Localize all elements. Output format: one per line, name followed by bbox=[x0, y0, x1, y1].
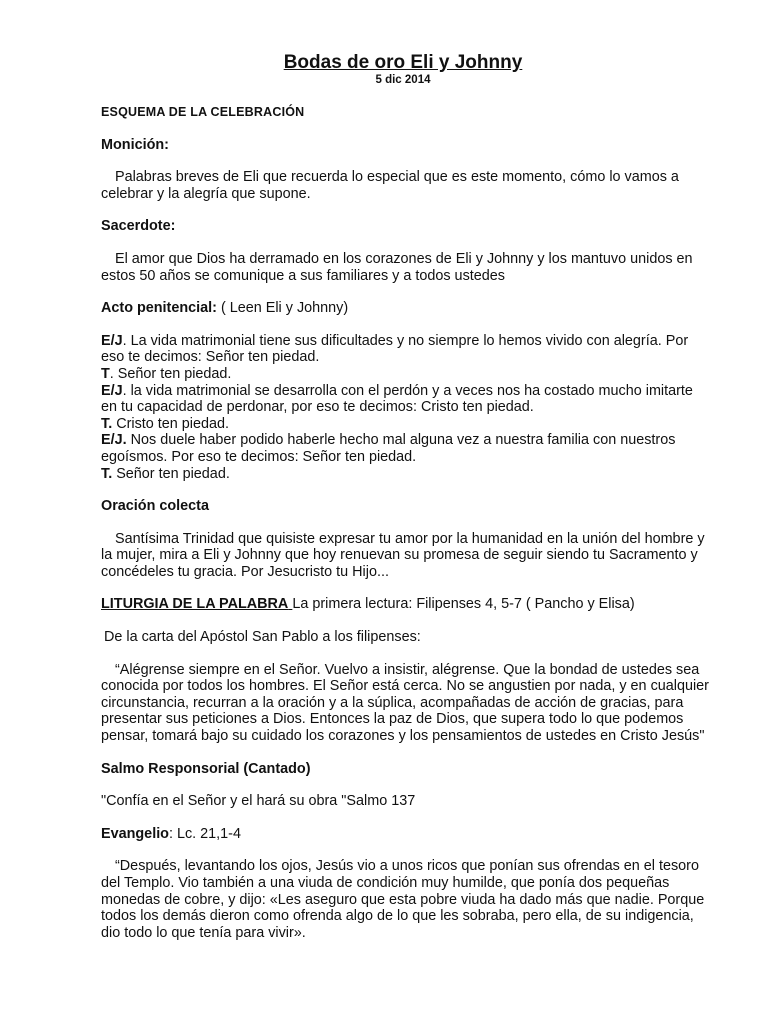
evangelio-line bbox=[101, 826, 711, 843]
document-date: 5 dic 2014 bbox=[375, 74, 431, 86]
acto-penitencial-note: ( Leen Eli y Johnny) bbox=[216, 300, 349, 317]
penitencial-line bbox=[101, 432, 711, 465]
penitencial-line bbox=[101, 383, 711, 416]
salmo-heading: Salmo Responsorial (Cantado) bbox=[101, 760, 311, 777]
penitencial-text: . la vida matrimonial se desarrolla con el perdón y a veces nos ha costado mucho imitarte en tu capacidad de perdonar, por eso te decimos: Cristo ten piedad. bbox=[101, 382, 693, 416]
oracion-colecta-heading: Oración colecta bbox=[101, 498, 209, 515]
evangelio-ref: : Lc. 21,1-4 bbox=[168, 825, 241, 842]
speaker-label: T. bbox=[101, 415, 113, 432]
reading-intro: De la carta del Apóstol San Pablo a los filipenses: bbox=[104, 629, 421, 646]
speaker-label: E/J. bbox=[101, 432, 127, 449]
penitencial-text: Cristo ten piedad. bbox=[112, 415, 229, 432]
evangelio-heading: Evangelio bbox=[101, 825, 169, 842]
penitencial-text: . Señor ten piedad. bbox=[109, 365, 232, 382]
document-body bbox=[101, 104, 711, 941]
penitencial-line bbox=[101, 366, 711, 383]
sacerdote-heading: Sacerdote: bbox=[101, 218, 176, 235]
penitencial-text: Nos duele haber podido haberle hecho mal alguna vez a nuestra familia con nuestros egoísmos. Por eso te decimos: Señor ten piedad. bbox=[101, 432, 676, 465]
monicion-text: Palabras breves de Eli que recuerda lo especial que es este momento, cómo lo vamos a celebrar y la alegría que supone. bbox=[101, 169, 679, 202]
acto-penitencial-line bbox=[101, 300, 711, 317]
penitencial-text: . La vida matrimonial tiene sus dificultades y no siempre lo hemos vivido con alegría. Por eso te decimos: Señor ten piedad. bbox=[101, 332, 689, 366]
liturgia-heading: LITURGIA DE LA PALABRA bbox=[101, 596, 289, 613]
title-block bbox=[0, 52, 768, 87]
speaker-label: T. bbox=[101, 465, 113, 482]
speaker-label: E/J bbox=[101, 382, 123, 399]
penitencial-line bbox=[101, 416, 711, 433]
speaker-label: T bbox=[101, 365, 110, 382]
penitencial-line bbox=[101, 466, 711, 483]
outline-title: ESQUEMA DE LA CELEBRACIÓN bbox=[101, 105, 305, 119]
reading-text: “Alégrense siempre en el Señor. Vuelvo a insistir, alégrense. Que la bondad de ustedes sea conocida por todos los hombres. El Señor está cerca. No se angustien por nada, y en cualquier circunstancia, recurran a la oración y a la súplica, acompañadas de acción de gracias, para presentar sus peticiones a Dios. Entonces la paz de Dios, que supera todo lo que podemos pensar, tomará bajo su cuidado los corazones y los pensamientos de ustedes en Cristo Jesús" bbox=[101, 661, 709, 745]
liturgia-reading-ref: La primera lectura: Filipenses 4, 5-7 ( Pancho y Elisa) bbox=[292, 596, 635, 613]
sacerdote-text: El amor que Dios ha derramado en los corazones de Eli y Johnny y los mantuvo unidos en estos 50 años se comunique a sus familiares y a todos ustedes bbox=[101, 250, 693, 284]
monicion-heading: Monición: bbox=[101, 136, 169, 153]
liturgia-line bbox=[101, 596, 711, 613]
evangelio-text: “Después, levantando los ojos, Jesús vio a unos ricos que ponían sus ofrendas en el tesoro del Templo. Vio también a una viuda de condición muy humilde, que ponía dos pequeñas monedas de cobre, y dijo: «Les aseguro que esta pobre viuda ha dado más que nadie. Porque todos los demás dieron como ofrenda algo de lo que les sobraba, pero ella, de su indigencia, dio todo lo que tenía para vivir». bbox=[101, 858, 705, 941]
speaker-label: E/J bbox=[101, 332, 123, 349]
acto-penitencial-list bbox=[101, 333, 711, 482]
salmo-text: "Confía en el Señor y el hará su obra "Salmo 137 bbox=[101, 793, 416, 810]
oracion-colecta-text: Santísima Trinidad que quisiste expresar tu amor por la humanidad en la unión del hombre y la mujer, mira a Eli y Johnny que hoy renuevan su promesa de seguir siendo tu Sacramento y concédeles tu gracia. Por Jesucristo tu Hijo... bbox=[101, 530, 705, 580]
document-title: Bodas de oro Eli y Johnny bbox=[283, 52, 523, 73]
penitencial-line bbox=[101, 333, 711, 366]
acto-penitencial-heading: Acto penitencial: bbox=[101, 300, 217, 317]
penitencial-text: Señor ten piedad. bbox=[112, 465, 230, 482]
